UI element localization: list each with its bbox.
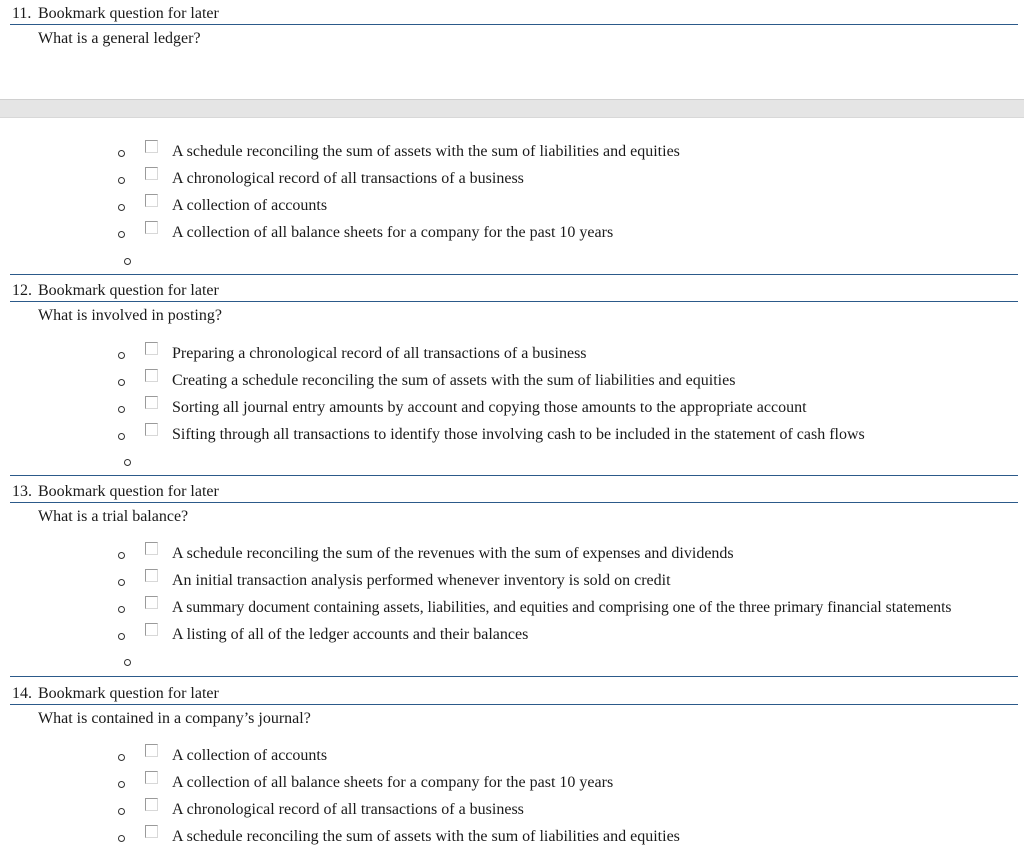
question-header bbox=[10, 281, 1018, 302]
bullet-icon bbox=[118, 754, 125, 761]
question-text: What is contained in a company’s journal? bbox=[38, 710, 311, 727]
option-label: A collection of all balance sheets for a company for the past 10 years bbox=[172, 224, 614, 241]
option-label: A collection of accounts bbox=[172, 197, 328, 214]
option-label: Creating a schedule reconciling the sum of assets with the sum of liabilities and equities bbox=[172, 372, 736, 389]
option-label: Sifting through all transactions to identify those involving cash to be included in the statement of cash flows bbox=[172, 426, 865, 443]
question-number: 13. bbox=[12, 483, 32, 500]
option-label: A collection of accounts bbox=[172, 747, 328, 764]
question-number: 14. bbox=[12, 685, 32, 702]
question-header bbox=[10, 4, 1018, 25]
option-row bbox=[0, 396, 1024, 422]
option-label: A collection of all balance sheets for a company for the past 10 years bbox=[172, 774, 614, 791]
question-text: What is involved in posting? bbox=[38, 307, 222, 324]
option-row bbox=[0, 140, 1024, 166]
option-checkbox[interactable] bbox=[145, 167, 158, 180]
option-checkbox[interactable] bbox=[145, 825, 158, 838]
bullet-icon bbox=[118, 177, 125, 184]
bullet-icon bbox=[118, 150, 125, 157]
option-row bbox=[0, 744, 1024, 770]
option-checkbox[interactable] bbox=[145, 423, 158, 436]
option-row bbox=[0, 569, 1024, 595]
question-separator bbox=[10, 475, 1018, 476]
option-checkbox[interactable] bbox=[145, 194, 158, 207]
option-checkbox[interactable] bbox=[145, 771, 158, 784]
option-label: A schedule reconciling the sum of assets with the sum of liabilities and equities bbox=[172, 828, 680, 845]
bullet-icon bbox=[124, 659, 131, 666]
option-row bbox=[0, 167, 1024, 193]
option-checkbox[interactable] bbox=[145, 140, 158, 153]
question-text: What is a general ledger? bbox=[38, 30, 201, 47]
option-label: An initial transaction analysis performed whenever inventory is sold on credit bbox=[172, 572, 671, 589]
option-row bbox=[0, 825, 1024, 851]
bullet-icon bbox=[118, 835, 125, 842]
bullet-icon bbox=[118, 352, 125, 359]
bullet-icon bbox=[118, 633, 125, 640]
bullet-icon bbox=[118, 552, 125, 559]
bookmark-link[interactable]: Bookmark question for later bbox=[38, 5, 219, 22]
question-separator bbox=[10, 274, 1018, 275]
option-row bbox=[0, 798, 1024, 824]
option-row bbox=[0, 771, 1024, 797]
option-row bbox=[0, 423, 1024, 449]
question-separator bbox=[10, 676, 1018, 677]
option-checkbox[interactable] bbox=[145, 396, 158, 409]
option-row bbox=[0, 542, 1024, 568]
option-checkbox[interactable] bbox=[145, 744, 158, 757]
bullet-icon bbox=[118, 781, 125, 788]
option-row bbox=[0, 221, 1024, 247]
bullet-icon bbox=[124, 459, 131, 466]
option-checkbox[interactable] bbox=[145, 369, 158, 382]
option-label: A listing of all of the ledger accounts and their balances bbox=[172, 626, 529, 643]
bullet-icon bbox=[118, 606, 125, 613]
option-label: A summary document containing assets, liabilities, and equities and comprising one of the three primary financial statements bbox=[172, 599, 952, 616]
option-row bbox=[0, 596, 1024, 622]
option-row bbox=[0, 623, 1024, 649]
option-label: A schedule reconciling the sum of the revenues with the sum of expenses and dividends bbox=[172, 545, 734, 562]
option-checkbox[interactable] bbox=[145, 798, 158, 811]
bullet-icon bbox=[118, 379, 125, 386]
option-row bbox=[0, 342, 1024, 368]
question-number: 12. bbox=[12, 282, 32, 299]
question-number: 11. bbox=[12, 5, 32, 22]
option-row bbox=[0, 369, 1024, 395]
option-checkbox[interactable] bbox=[145, 623, 158, 636]
option-row bbox=[0, 194, 1024, 220]
divider-bar bbox=[0, 99, 1024, 118]
option-checkbox[interactable] bbox=[145, 542, 158, 555]
bookmark-link[interactable]: Bookmark question for later bbox=[38, 483, 219, 500]
bullet-icon bbox=[124, 258, 131, 265]
bullet-icon bbox=[118, 808, 125, 815]
question-text: What is a trial balance? bbox=[38, 508, 189, 525]
option-label: A chronological record of all transactions of a business bbox=[172, 170, 524, 187]
option-label: A schedule reconciling the sum of assets with the sum of liabilities and equities bbox=[172, 143, 680, 160]
option-label: A chronological record of all transactions of a business bbox=[172, 801, 524, 818]
bullet-icon bbox=[118, 433, 125, 440]
bullet-icon bbox=[118, 231, 125, 238]
option-label: Sorting all journal entry amounts by account and copying those amounts to the appropriate account bbox=[172, 399, 807, 416]
question-header bbox=[10, 482, 1018, 503]
option-checkbox[interactable] bbox=[145, 596, 158, 609]
bullet-icon bbox=[118, 579, 125, 586]
bookmark-link[interactable]: Bookmark question for later bbox=[38, 282, 219, 299]
bullet-icon bbox=[118, 406, 125, 413]
option-label: Preparing a chronological record of all transactions of a business bbox=[172, 345, 587, 362]
bullet-icon bbox=[118, 204, 125, 211]
option-checkbox[interactable] bbox=[145, 342, 158, 355]
bookmark-link[interactable]: Bookmark question for later bbox=[38, 685, 219, 702]
option-checkbox[interactable] bbox=[145, 569, 158, 582]
question-header bbox=[10, 684, 1018, 705]
option-checkbox[interactable] bbox=[145, 221, 158, 234]
